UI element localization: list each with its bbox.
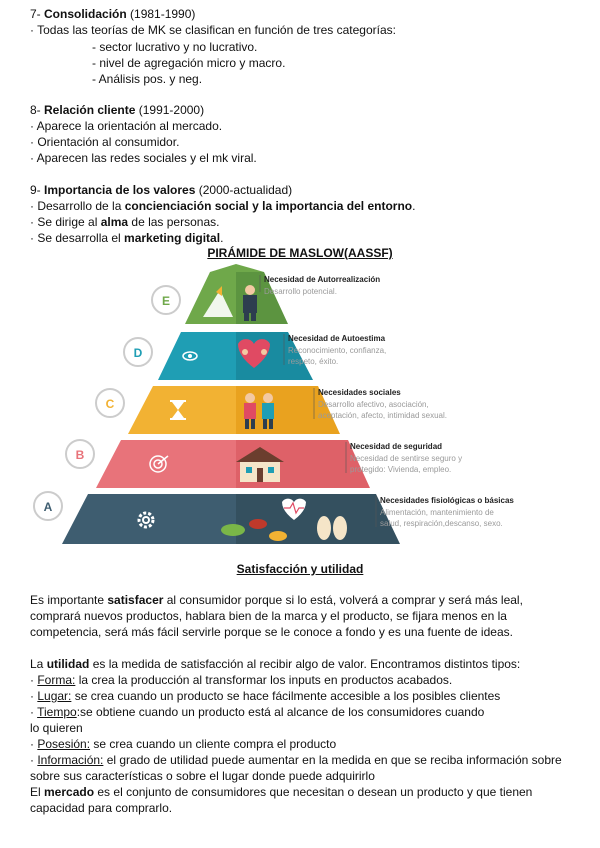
list-item: · Aparecen las redes sociales y el mk viral. (30, 151, 257, 165)
level-c-title: Necesidades sociales (318, 388, 401, 397)
list-item: · Aparece la orientación al mercado. (30, 119, 223, 133)
level-b-letter: B (75, 448, 85, 462)
level-a-desc-2: salud, respiración,descanso, sexo. (380, 519, 503, 528)
list-item: · Lugar: se crea cuando un producto se hace fácilmente accesible a los posibles clientes (30, 689, 501, 703)
level-d-desc-1: Reconocimiento, confianza, (288, 346, 387, 355)
level-c-desc-2: aceptación, afecto, intimidad sexual. (318, 411, 447, 420)
list-item: · Información: el grado de utilidad puede aumentar en la medida en que se reciba información sobre (30, 753, 562, 767)
list-item: · Forma: la crea la producción al transformar los inputs en productos acabados. (30, 673, 453, 687)
list-item: · Tiempo:se obtiene cuando un producto está al alcance de los consumidores cuando (30, 705, 485, 719)
level-e-desc: Desarrollo potencial. (264, 287, 337, 296)
list-item: · Se dirige al alma de las personas. (30, 215, 220, 229)
level-a-letter: A (43, 500, 53, 514)
level-d-title: Necesidad de Autoestima (288, 334, 386, 343)
text-line: La utilidad es la medida de satisfacción al recibir algo de valor. Encontramos distintos tipos: (30, 657, 521, 671)
level-d-desc-2: respeto, éxito. (288, 357, 339, 366)
heading-8: 8- Relación cliente (1991-2000) (30, 103, 205, 117)
text-line: El mercado es el conjunto de consumidores que necesitan o desean un producto y que tienen (30, 785, 533, 799)
level-b-title: Necesidad de seguridad (350, 442, 443, 451)
level-e-title: Necesidad de Autorrealización (264, 275, 381, 284)
pyramid-level-b (66, 440, 462, 488)
level-c-desc-1: Desarrollo afectivo, asociación, (318, 400, 429, 409)
list-item: · Desarrollo de la concienciación social y la importancia del entorno. (30, 199, 416, 213)
level-e-letter: E (161, 294, 171, 308)
list-item: · Posesión: se crea cuando un cliente compra el producto (30, 737, 337, 751)
heading-7: 7- Consolidación (1981-1990) (30, 7, 196, 21)
text-line: Es importante satisfacer al consumidor porque si lo está, volverá a comprar y será más leal, (30, 593, 523, 607)
level-b-desc-2: protegido: Vivienda, empleo. (350, 465, 452, 474)
text-line: comprará nuevos productos, hablara bien de la marca y el producto, se fijara menos en la (30, 609, 507, 623)
pyramid-level-e (152, 264, 380, 324)
list-item: · Orientación al consumidor. (30, 135, 180, 149)
level-a-title: Necesidades fisiológicas o básicas (380, 496, 514, 505)
pyramid-level-c (96, 386, 447, 434)
text-line: lo quieren (30, 721, 83, 735)
text-line: · Todas las teorías de MK se clasifican en función de tres categorías: (30, 23, 396, 37)
section-title: Satisfacción y utilidad (236, 562, 364, 576)
pyramid-level-d (124, 332, 386, 380)
list-item: - sector lucrativo y no lucrativo. (92, 40, 258, 54)
pyramid-level-a (34, 492, 514, 544)
maslow-pyramid (28, 262, 568, 548)
text-line: competencia, será más fácil servirle porque se le conoce a fondo y es una fuente de ideas. (30, 625, 513, 639)
level-a-desc-1: Alimentación, mantenimiento de (380, 508, 494, 517)
list-item: - Análisis pos. y neg. (92, 72, 203, 86)
level-d-letter: D (133, 346, 143, 360)
text-line: sobre sus características o sobre el lugar donde puede adquirirlo (30, 769, 375, 783)
heading-9: 9- Importancia de los valores (2000-actualidad) (30, 183, 293, 197)
level-c-letter: C (105, 397, 115, 411)
level-b-desc-1: Necesidad de sentirse seguro y (350, 454, 463, 463)
list-item: - nivel de agregación micro y macro. (92, 56, 286, 70)
text-line: capacidad para comprarlo. (30, 801, 173, 815)
pyramid-title: PIRÁMIDE DE MASLOW(AASSF) (207, 246, 393, 260)
list-item: · Se desarrolla el marketing digital. (30, 231, 224, 245)
